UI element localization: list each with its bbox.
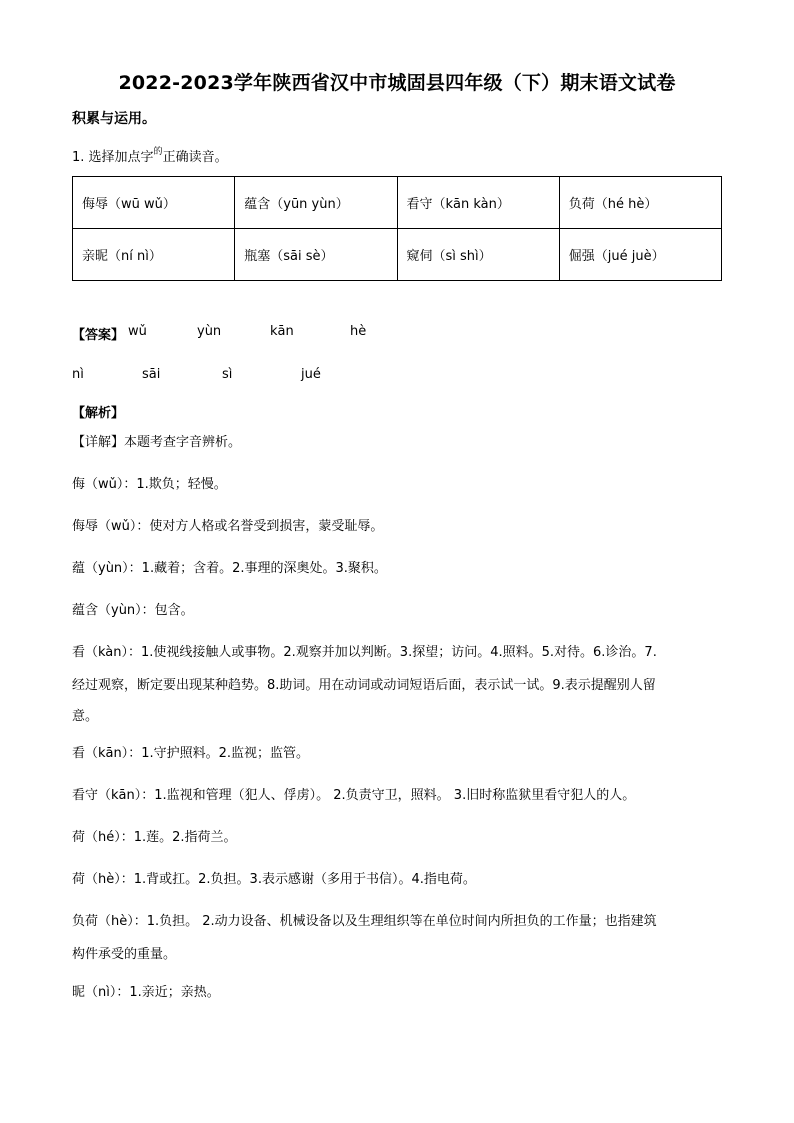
analysis-tag: 【解析】 xyxy=(72,406,125,421)
paragraph: 侮辱（wǔ）：使对方人格或名誉受到损害，蒙受耻辱。 xyxy=(72,519,384,534)
section-heading: 积累与运用。 xyxy=(72,111,156,127)
page-title: 2022-2023学年陕西省汉中市城固县四年级（下）期末语文试卷 xyxy=(118,72,676,94)
paragraph: 荷（hé）：1.莲。2.指荷兰。 xyxy=(72,830,237,845)
table-cell: 蕴含（yūn yùn） xyxy=(235,177,397,229)
answer-item: hè xyxy=(350,324,367,339)
table-cell: 瓶塞（sāi sè） xyxy=(235,229,397,281)
answer-item: nì xyxy=(72,367,84,382)
question-dot-mark: 的 xyxy=(153,147,163,157)
paragraph: 构件承受的重量。 xyxy=(72,947,177,962)
answer-item: kān xyxy=(270,324,294,339)
paragraph: 蕴含（yùn）：包含。 xyxy=(72,603,194,618)
table-cell: 负荷（hé hè） xyxy=(559,177,721,229)
answer-item: jué xyxy=(301,367,321,382)
answer-item: wǔ xyxy=(128,324,147,339)
paragraph: 看（kān）：1.守护照料。2.监视；监管。 xyxy=(72,746,310,761)
table-cell: 看守（kān kàn） xyxy=(397,177,559,229)
answer-item: sāi xyxy=(142,367,161,382)
pinyin-table xyxy=(72,176,722,281)
table-cell: 侮辱（wū wǔ） xyxy=(73,177,235,229)
paragraph: 负荷（hè）：1.负担。 2.动力设备、机械设备以及生理组织等在单位时间内所担负的工作量；也指建筑 xyxy=(72,914,657,929)
table-cell: 倔强（jué juè） xyxy=(559,229,721,281)
question-number-text: 1. 选择加点字 xyxy=(72,150,154,165)
paragraph: 荷（hè）：1.背或扛。2.负担。3.表示感谢（多用于书信）。4.指电荷。 xyxy=(72,872,476,887)
answer-item: sì xyxy=(222,367,233,382)
table-cell: 亲昵（ní nì） xyxy=(73,229,235,281)
paragraph: 意。 xyxy=(72,709,99,724)
paragraph: 看（kàn）：1.使视线接触人或事物。2.观察并加以判断。3.探望；访问。4.照料。5.对待。6.诊治。7. xyxy=(72,645,657,660)
paragraph: 经过观察，断定要出现某种趋势。8.助词。用在动词或动词短语后面，表示试一试。9.表示提醒别人留 xyxy=(72,678,656,693)
paragraph: 看守（kān）：1.监视和管理（犯人、俘虏）。 2.负责守卫，照料。 3.旧时称监狱里看守犯人的人。 xyxy=(72,788,636,803)
table-row xyxy=(73,229,722,281)
table-row xyxy=(73,177,722,229)
question-1 xyxy=(72,146,228,165)
paragraph: 【详解】本题考查字音辨析。 xyxy=(72,435,242,450)
paragraph: 蕴（yùn）：1.藏着；含着。2.事理的深奥处。3.聚积。 xyxy=(72,561,387,576)
answer-tag: 【答案】 xyxy=(72,328,125,343)
table-cell: 窥伺（sì shì） xyxy=(397,229,559,281)
paragraph: 昵（nì）：1.亲近；亲热。 xyxy=(72,985,220,1000)
question-rest-text: 正确读音。 xyxy=(162,150,228,165)
answer-item: yùn xyxy=(197,324,222,339)
paragraph: 侮（wǔ）：1.欺负；轻慢。 xyxy=(72,477,227,492)
